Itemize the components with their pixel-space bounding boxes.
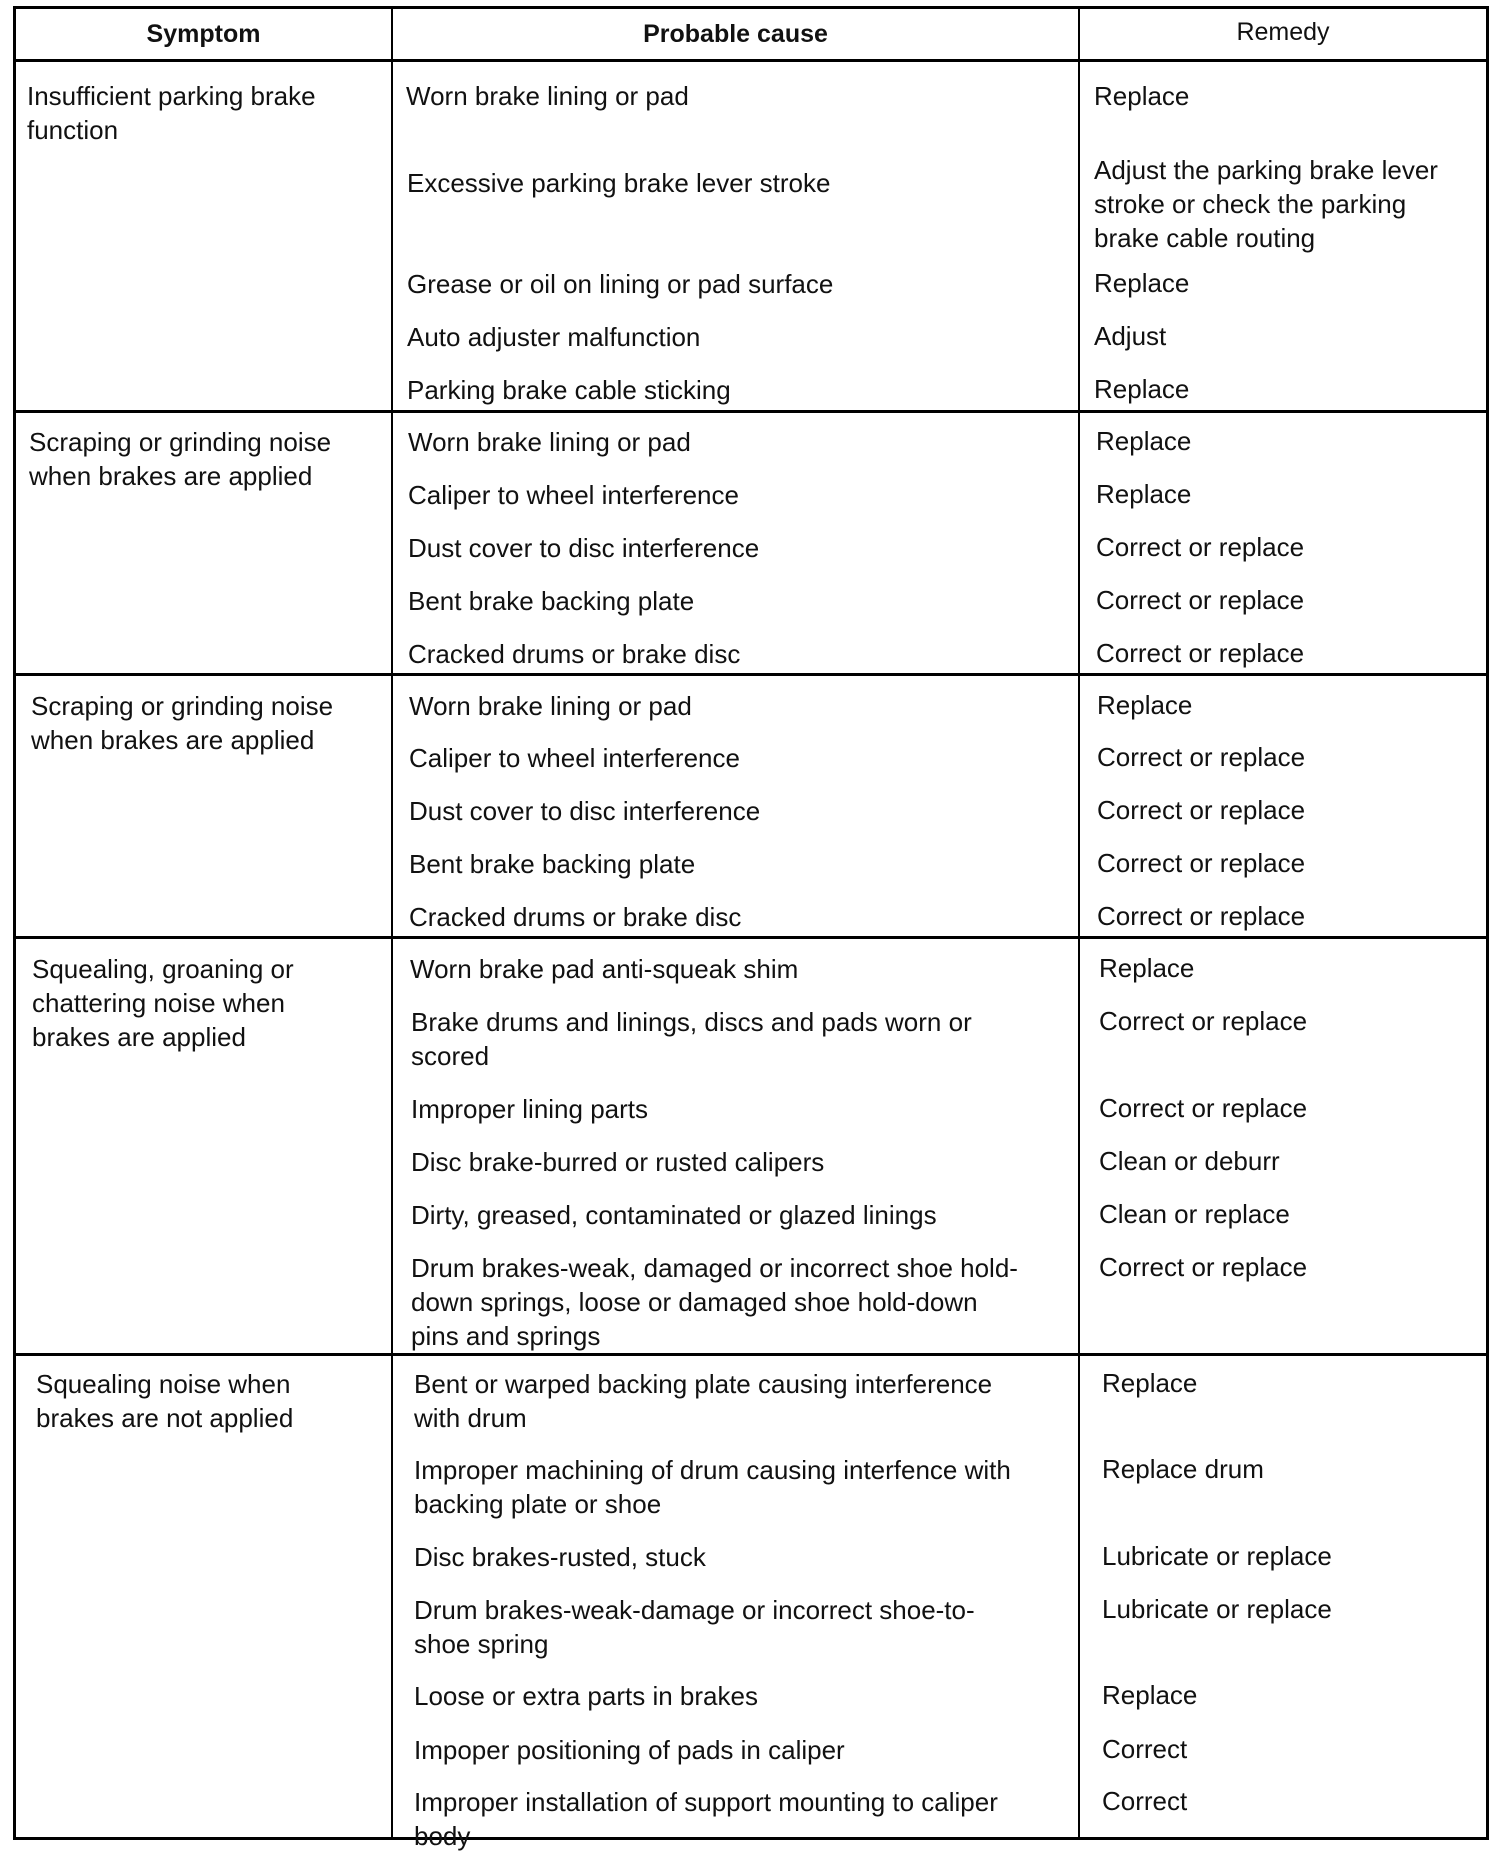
header-symptom: Symptom xyxy=(146,20,261,48)
column-divider-1 xyxy=(391,9,393,1837)
group-divider-4 xyxy=(16,1353,1486,1356)
remedy-cell: Correct or replace xyxy=(1099,1252,1308,1282)
remedy-cell: Replace xyxy=(1097,690,1193,720)
symptom-cell: Scraping or grinding noise when brakes are applied xyxy=(31,691,334,755)
cause-cell: Worn brake pad anti-squeak shim xyxy=(410,954,799,984)
header-divider xyxy=(16,59,1486,62)
cause-cell: Worn brake lining or pad xyxy=(408,427,691,457)
cause-cell: Disc brakes-rusted, stuck xyxy=(414,1542,706,1572)
remedy-cell: Replace xyxy=(1094,374,1190,404)
remedy-cell: Correct or replace xyxy=(1097,848,1306,878)
cause-cell: Improper machining of drum causing interfence with backing plate or shoe xyxy=(414,1455,1011,1519)
remedy-cell: Clean or deburr xyxy=(1099,1146,1280,1176)
remedy-cell: Replace xyxy=(1099,953,1195,983)
group-divider-2 xyxy=(16,673,1486,676)
column-divider-2 xyxy=(1078,9,1080,1837)
remedy-cell: Clean or replace xyxy=(1099,1199,1290,1229)
cause-cell: Improper installation of support mounting to caliper body xyxy=(414,1787,998,1851)
remedy-cell: Adjust xyxy=(1094,321,1167,351)
cause-cell: Bent brake backing plate xyxy=(408,586,695,616)
remedy-cell: Correct or replace xyxy=(1099,1006,1308,1036)
cause-cell: Drum brakes-weak-damage or incorrect shoe-to- shoe spring xyxy=(414,1595,975,1659)
remedy-cell: Lubricate or replace xyxy=(1102,1541,1332,1571)
remedy-cell: Correct or replace xyxy=(1096,585,1305,615)
cause-cell: Auto adjuster malfunction xyxy=(407,322,701,352)
symptom-cell: Insufficient parking brake function xyxy=(27,81,316,145)
cause-cell: Worn brake lining or pad xyxy=(406,81,689,111)
cause-cell: Improper lining parts xyxy=(411,1094,648,1124)
remedy-cell: Correct xyxy=(1102,1734,1188,1764)
remedy-cell: Replace xyxy=(1102,1680,1198,1710)
remedy-cell: Replace xyxy=(1096,479,1192,509)
remedy-cell: Correct or replace xyxy=(1097,742,1306,772)
cause-cell: Caliper to wheel interference xyxy=(409,743,740,773)
cause-cell: Impoper positioning of pads in caliper xyxy=(414,1735,845,1765)
troubleshooting-table xyxy=(13,6,1489,1851)
symptom-cell: Squealing noise when brakes are not applied xyxy=(36,1369,294,1433)
symptom-cell: Scraping or grinding noise when brakes are applied xyxy=(29,427,332,491)
cause-cell: Excessive parking brake lever stroke xyxy=(407,168,831,198)
cause-cell: Grease or oil on lining or pad surface xyxy=(407,269,834,299)
header-remedy: Remedy xyxy=(1236,18,1330,46)
cause-cell: Drum brakes-weak, damaged or incorrect shoe hold- down springs, loose or damaged shoe hold-down pins and springs xyxy=(411,1253,1018,1351)
remedy-cell: Adjust the parking brake lever stroke or check the parking brake cable routing xyxy=(1094,155,1438,253)
cause-cell: Bent or warped backing plate causing interference with drum xyxy=(414,1369,993,1433)
remedy-cell: Correct or replace xyxy=(1096,638,1305,668)
remedy-cell: Correct or replace xyxy=(1096,532,1305,562)
header-probable-cause: Probable cause xyxy=(643,20,828,48)
remedy-cell: Replace xyxy=(1102,1368,1198,1398)
remedy-cell: Lubricate or replace xyxy=(1102,1594,1332,1624)
cause-cell: Worn brake lining or pad xyxy=(409,691,692,721)
cause-cell: Loose or extra parts in brakes xyxy=(414,1681,758,1711)
remedy-cell: Replace xyxy=(1094,268,1190,298)
cause-cell: Cracked drums or brake disc xyxy=(408,639,741,669)
remedy-cell: Replace xyxy=(1094,81,1190,111)
group-divider-1 xyxy=(16,410,1486,413)
remedy-cell: Correct xyxy=(1102,1786,1188,1816)
symptom-cell: Squealing, groaning or chattering noise when brakes are applied xyxy=(32,954,294,1052)
cause-cell: Parking brake cable sticking xyxy=(407,375,731,405)
cause-cell: Brake drums and linings, discs and pads worn or scored xyxy=(411,1007,972,1071)
cause-cell: Dust cover to disc interference xyxy=(409,796,761,826)
remedy-cell: Correct or replace xyxy=(1097,795,1306,825)
cause-cell: Cracked drums or brake disc xyxy=(409,902,742,932)
cause-cell: Dirty, greased, contaminated or glazed linings xyxy=(411,1200,937,1230)
cause-cell: Dust cover to disc interference xyxy=(408,533,760,563)
cause-cell: Bent brake backing plate xyxy=(409,849,696,879)
cause-cell: Disc brake-burred or rusted calipers xyxy=(411,1147,825,1177)
cause-cell: Caliper to wheel interference xyxy=(408,480,739,510)
remedy-cell: Correct or replace xyxy=(1099,1093,1308,1123)
group-divider-3 xyxy=(16,936,1486,939)
remedy-cell: Replace xyxy=(1096,426,1192,456)
remedy-cell: Correct or replace xyxy=(1097,901,1306,931)
remedy-cell: Replace drum xyxy=(1102,1454,1264,1484)
